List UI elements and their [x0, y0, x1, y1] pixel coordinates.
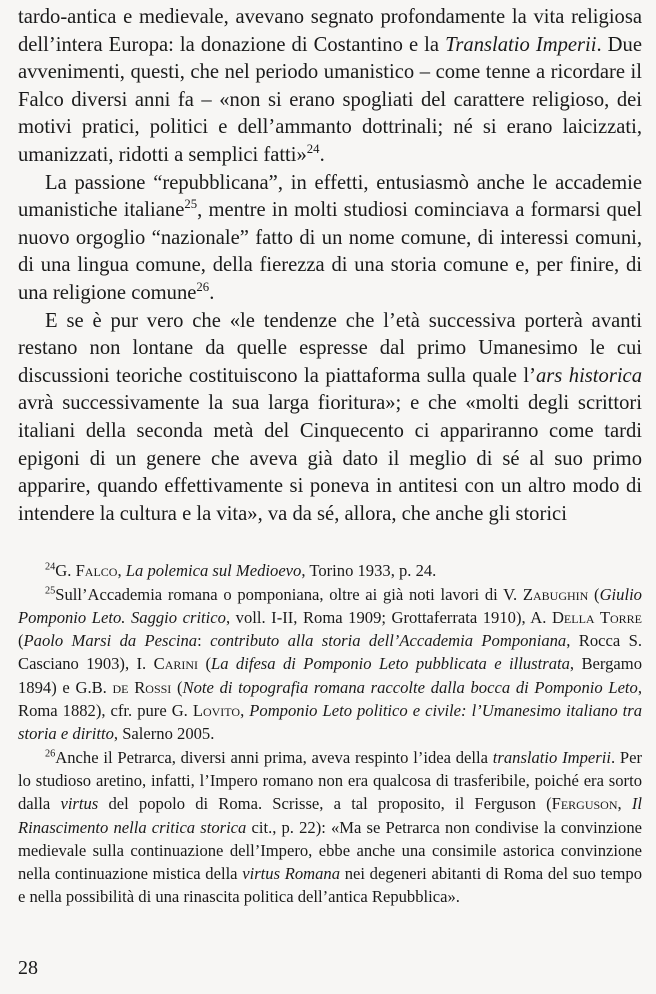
text-run: del popolo di Roma. Scrisse, a tal proposito, il Ferguson (: [98, 794, 552, 814]
text-run: (: [198, 654, 211, 674]
note-reference: 24: [45, 561, 56, 573]
author-name: Zabughin: [522, 584, 589, 604]
text-run: (: [588, 584, 600, 604]
paragraph: [18, 170, 642, 308]
text-run: :: [197, 631, 211, 651]
text-run: , Torino 1933, p. 24.: [301, 561, 437, 581]
note-reference: 26: [196, 280, 210, 295]
footnotes: [18, 559, 642, 908]
italic-text: translatio Imperii: [492, 747, 611, 767]
text-run: G.: [55, 561, 76, 581]
text-run: , Salerno 2005.: [113, 724, 215, 744]
author-name: Della Torre: [551, 607, 642, 627]
text-run: Sull’Accademia romana o pomponiana, oltre ai già noti lavori di V.: [55, 584, 523, 604]
text-run: tardo-antica e medievale, avevano segnato profondamente la vita religiosa dell’intera Europa: la donazione di Costantino e la: [18, 6, 642, 56]
note-reference: 24: [306, 142, 320, 157]
text-run: (: [18, 631, 24, 651]
text-run: . Due avvenimenti, questi, che nel periodo umanistico – come tenne a ricordare il Falco diversi anni fa – «non si erano spogliati del carattere religioso, dei motivi pratici, politici e dell’ammanto dottrinali; né si erano laicizzati, umanizzati, ridotti a semplici fatti»: [18, 33, 642, 166]
footnote: [18, 746, 642, 909]
note-reference: 25: [184, 197, 198, 212]
text-run: , Rocca S. Casciano 1903), I.: [18, 631, 642, 674]
author-name: Lovito: [192, 701, 241, 721]
italic-text: contributo alla storia dell’Accademia Pomponiana: [210, 631, 567, 651]
page-number: 28: [18, 957, 38, 979]
italic-text: virtus Romana: [242, 864, 341, 884]
footnote: [18, 583, 642, 746]
body-text: [18, 4, 642, 528]
text-run: ,: [117, 561, 126, 581]
author-name: Carini: [153, 654, 199, 674]
text-run: , voll. I-II, Roma 1909; Grottaferrata 1910), A.: [225, 607, 552, 627]
text-run: Anche il Petrarca, diversi anni prima, aveva respinto l’idea della: [55, 747, 493, 767]
paragraph: [18, 4, 642, 170]
text-run: . Per lo studioso aretino, infatti, l’Impero romano non era qualcosa di trasferibile, poiché era sorto dalla: [18, 747, 642, 814]
italic-text: virtus: [60, 794, 99, 814]
paragraph: [18, 308, 642, 529]
text-run: .: [209, 281, 215, 304]
author-name: Falco: [75, 561, 118, 581]
italic-text: Paolo Marsi da Pescina: [23, 631, 198, 651]
book-page: [18, 4, 642, 909]
italic-text: Note di topografia romana raccolte dalla bocca di Pomponio Leto: [182, 677, 638, 697]
text-run: ,: [240, 701, 250, 721]
text-run: , Roma 1882), cfr. pure G.: [18, 677, 642, 721]
italic-text: Pomponio Leto politico e civile: l’Umanesimo italiano tra storia e diritto: [18, 701, 643, 744]
text-run: , Bergamo 1894) e G.B.: [18, 654, 642, 697]
italic-text: Giulio Pomponio Leto. Saggio critico: [18, 584, 642, 627]
italic-text: La polemica sul Medioevo: [125, 561, 302, 581]
text-run: nei degeneri abitanti di Roma del suo tempo e nella possibilità di una rinascita politica dell’antica Repubblica».: [18, 864, 642, 907]
text-run: , mentre in molti studiosi cominciava a formarsi quel nuovo orgoglio “nazionale” fatto di un nome comune, di interessi comuni, di una lingua comune, della fierezza di una storia comune e, per finire, di una religione comune: [18, 199, 643, 304]
author-name: de Rossi: [112, 677, 172, 697]
italic-text: Il Rinascimento nella critica storica: [18, 794, 642, 837]
italic-text: Translatio Imperii: [445, 33, 597, 56]
author-name: Ferguson: [551, 794, 618, 814]
text-run: E se è pur vero che «le tendenze che l’età successiva porterà avanti restano non lontane da quelle espresse dal primo Umanesimo le cui discussioni teoriche costituiscono la piattaforma sulla quale l’: [18, 309, 642, 387]
note-reference: 25: [45, 585, 56, 597]
text-run: La passione “repubblicana”, in effetti, entusiasmò anche le accademie umanistiche italiane: [18, 171, 642, 222]
note-reference: 26: [45, 748, 56, 760]
text-run: ,: [617, 794, 632, 814]
footnote: [18, 559, 642, 582]
text-run: .: [319, 143, 325, 166]
text-run: avrà successivamente la sua larga fioritura»; e che «molti degli scrittori italiani della seconda metà del Cinquecento ci appariranno come tardi epigoni di un genere che aveva già dato il meglio di sé al suo primo apparire, quando effettivamente si poneva in antitesi con un altro modo di intendere la cultura e la vita», va da sé, allora, che anche gli storici: [18, 392, 642, 525]
text-run: cit., p. 22): «Ma se Petrarca non condivise la convinzione medievale sulla continuazione dell’Impero, ebbe anche una consimile astorica convinzione nella continuazione mistica della: [18, 817, 642, 884]
italic-text: ars historica: [535, 364, 642, 387]
italic-text: La difesa di Pomponio Leto pubblicata e illustrata: [210, 654, 570, 674]
text-run: (: [171, 677, 183, 697]
